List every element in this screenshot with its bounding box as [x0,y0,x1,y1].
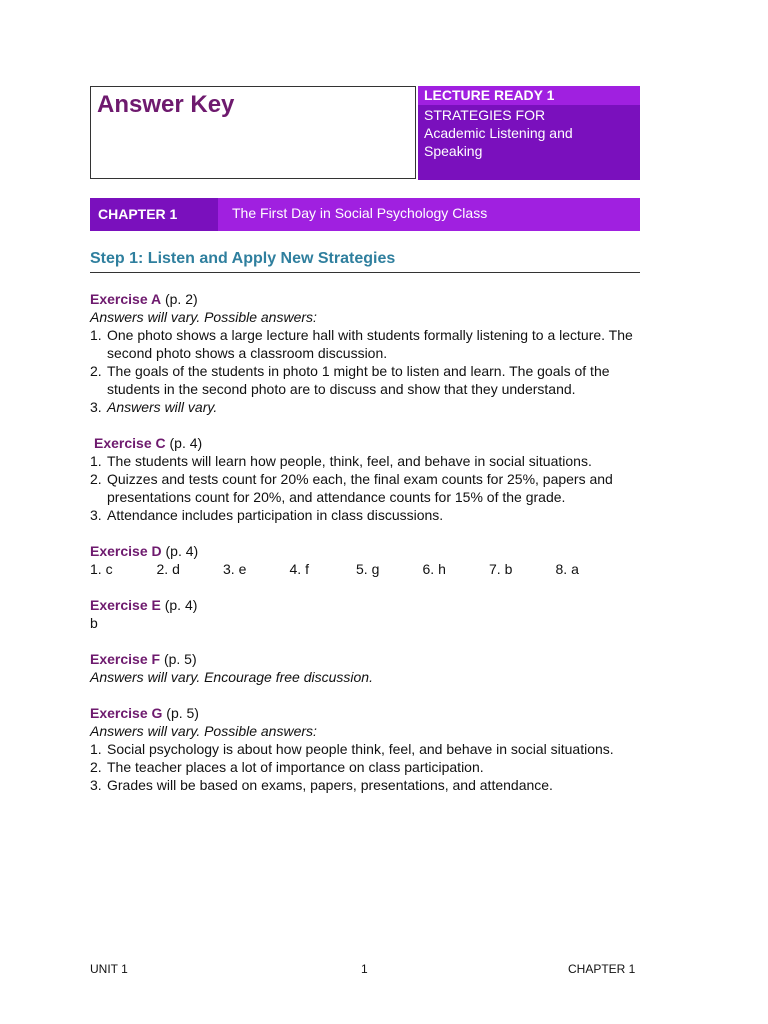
list-item: 2. The teacher places a lot of importance on class participation. [90,759,484,775]
exercise-name: Exercise D [90,543,162,559]
exercise-page: (p. 5) [160,651,197,667]
answer-list [90,452,650,524]
exercise-answer: Answers will vary. Encourage free discussion. [90,669,373,685]
chapter-bar [90,198,640,231]
exercise-answer: b [90,615,98,631]
exercise-e [90,596,650,632]
exercise-intro: Answers will vary. Possible answers: [90,723,317,739]
answer-item: 8. a [555,561,579,577]
exercise-name: Exercise G [90,705,163,721]
answer-item: 1. c [90,561,113,577]
list-item: 3. Answers will vary. [90,399,218,415]
answer-item: 5. g [356,561,380,577]
chapter-title: The First Day in Social Psychology Class [232,205,488,221]
answer-list [90,740,650,794]
exercise-intro: Answers will vary. Possible answers: [90,309,317,325]
list-item: 3. Grades will be based on exams, papers, presentations, and attendance. [90,777,553,793]
list-item: 1. One photo shows a large lecture hall with students formally listening to a lecture. The second photo shows a classroom discussion. [90,327,633,361]
answer-item: 7. b [489,561,513,577]
book-series-label: LECTURE READY 1 [418,86,640,105]
exercise-title [90,704,650,722]
exercise-name: Exercise A [90,291,162,307]
exercise-title [90,290,650,308]
exercise-page: (p. 4) [160,597,198,613]
footer-page-number: 1 [361,962,368,976]
exercise-name: Exercise F [90,651,161,667]
exercise-title [94,434,650,452]
exercise-d [90,542,650,578]
title-cell [90,86,416,179]
book-subtitle [418,105,640,180]
step-heading: Step 1: Listen and Apply New Strategies [90,250,640,273]
exercise-content [90,290,650,812]
footer-unit: UNIT 1 [90,962,128,976]
footer-chapter: CHAPTER 1 [568,962,636,976]
answer-item: 2. d [156,561,180,577]
answer-row [90,560,650,578]
list-item: 3. Attendance includes participation in class discussions. [90,507,444,523]
book-subtitle-line-2: Academic Listening and [424,125,573,141]
book-subtitle-line-3: Speaking [424,143,483,159]
list-item: 2. Quizzes and tests count for 20% each, the final exam counts for 25%, papers and presentations count for 20%, and attendance counts for 15% of the grade. [90,471,613,505]
exercise-page: (p. 2) [161,291,198,307]
exercise-page: (p. 4) [161,543,199,559]
exercise-name: Exercise C [94,435,166,451]
exercise-page: (p. 5) [162,705,199,721]
book-title-cell [418,86,640,180]
book-subtitle-line-1: STRATEGIES FOR [424,107,546,123]
header-box [90,86,640,181]
exercise-g [90,704,650,794]
answer-item: 3. e [223,561,247,577]
exercise-c [90,434,650,524]
exercise-page: (p. 4) [165,435,203,451]
exercise-title [90,542,650,560]
list-item: 2. The goals of the students in photo 1 might be to listen and learn. The goals of the students in the second photo are to discuss and show that they understand. [90,363,610,397]
answer-item: 6. h [422,561,446,577]
page-title: Answer Key [97,91,235,118]
exercise-title [90,650,650,668]
answer-list [90,326,650,416]
chapter-label: CHAPTER 1 [90,198,218,231]
list-item: 1. Social psychology is about how people think, feel, and behave in social situations. [90,741,614,757]
exercise-title [90,596,650,614]
list-item: 1. The students will learn how people, think, feel, and behave in social situations. [90,453,592,469]
exercise-f [90,650,650,686]
exercise-name: Exercise E [90,597,161,613]
exercise-a [90,290,650,416]
answer-item: 4. f [289,561,309,577]
